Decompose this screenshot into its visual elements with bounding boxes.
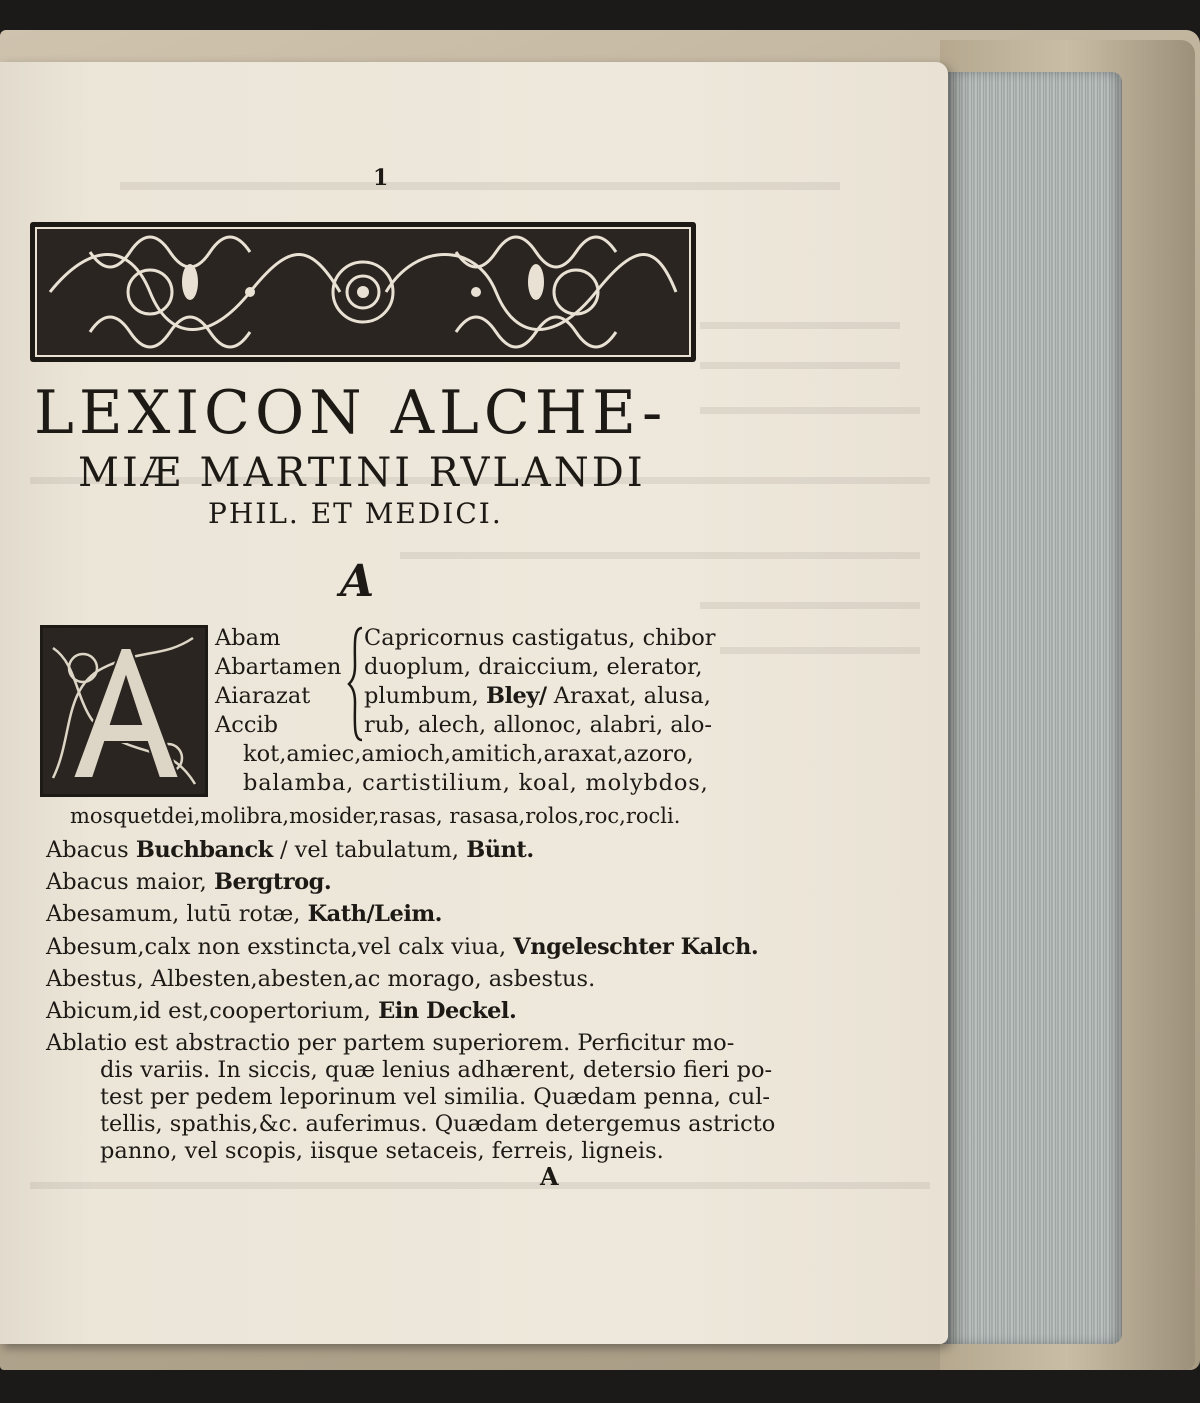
entry-german: Vngeleschter Kalch. xyxy=(513,934,759,960)
entry-latin: Abacus xyxy=(46,837,129,863)
entry-abesamum xyxy=(46,900,442,928)
entry-german: Bergtrog. xyxy=(213,869,332,895)
synonym-continuation-2: balamba, cartistilium, koal, molybdos, xyxy=(243,770,709,796)
synonym-right-3 xyxy=(364,682,711,710)
synonym-right-2: duoplum, draiccium, elerator, xyxy=(364,654,703,680)
ablatio-line-5: panno, vel scopis, iisque setaceis, ferreis, ligneis. xyxy=(100,1138,664,1164)
entry-abacus-maior xyxy=(46,868,331,896)
ornamental-headpiece xyxy=(30,222,696,362)
synonym-continuation-1: kot,amiec,amioch,amitich,araxat,azoro, xyxy=(243,741,694,767)
show-through-line xyxy=(30,1182,930,1189)
signature-mark: A xyxy=(540,1162,559,1191)
synonym-left-3: Aiarazat xyxy=(215,683,311,709)
section-letter: A xyxy=(340,556,375,607)
ablatio-line-3: test per pedem leporinum vel similia. Quædam penna, cul- xyxy=(100,1084,770,1110)
initial-a-ornament xyxy=(43,628,205,794)
show-through-line xyxy=(720,647,920,654)
entry-german: Ein Deckel. xyxy=(378,998,517,1024)
synonym-right-3-rest: Araxat, alusa, xyxy=(553,683,711,709)
entry-abesum xyxy=(46,933,758,961)
synonym-left-4: Accib xyxy=(215,712,279,738)
entry-latin: Abacus maior, xyxy=(46,869,207,895)
synonym-right-3-latin: plumbum, xyxy=(364,683,479,709)
entry-latin: Abestus, Albesten,abesten,ac morago, asbestus. xyxy=(46,966,596,992)
show-through-line xyxy=(120,182,840,190)
entry-latin: Abesum,calx non exstincta,vel calx viua, xyxy=(46,934,507,960)
synonym-continuation-3: mosquetdei,molibra,mosider,rasas, rasasa,rolos,roc,rocli. xyxy=(70,804,681,828)
synonym-right-4: rub, alech, allonoc, alabri, alo- xyxy=(364,712,713,738)
show-through-line xyxy=(700,602,920,609)
entry-abicum xyxy=(46,997,516,1025)
entry-abestus xyxy=(46,965,595,993)
entry-german: Buchbanck xyxy=(135,837,273,863)
entry-abacus xyxy=(46,836,534,864)
entry-rest: / vel tabulatum, xyxy=(279,837,460,863)
synonym-right-3-german: Bley/ xyxy=(485,683,547,709)
ablatio-line-2: dis variis. In siccis, quæ lenius adhærent, detersio fieri po- xyxy=(100,1057,773,1083)
show-through-line xyxy=(700,362,900,369)
title-line-1: LEXICON ALCHE- xyxy=(34,378,668,448)
title-line-3: PHIL. ET MEDICI. xyxy=(208,497,503,530)
ablatio-line-4: tellis, spathis,&c. auferimus. Quædam detergemus astricto xyxy=(100,1111,776,1137)
ablatio-line-1: Ablatio est abstractio per partem superiorem. Perficitur mo- xyxy=(46,1030,735,1056)
show-through-line xyxy=(700,322,900,329)
show-through-line xyxy=(400,552,920,559)
entry-german: Kath/Leim. xyxy=(307,901,443,927)
decorated-initial-a xyxy=(40,625,208,797)
title-line-2: MIÆ MARTINI RVLANDI xyxy=(78,450,646,496)
synonym-left-1: Abam xyxy=(215,625,281,651)
curly-brace xyxy=(347,626,365,742)
synonym-right-1: Capricornus castigatus, chibor xyxy=(364,625,716,651)
page-number: 1 xyxy=(373,165,389,191)
entry-german-2: Bünt. xyxy=(466,837,534,863)
synonym-left-2: Abartamen xyxy=(215,654,342,680)
entry-latin: Abesamum, lutū rotæ, xyxy=(46,901,301,927)
headpiece-ornament xyxy=(30,222,696,362)
show-through-line xyxy=(700,407,920,414)
entry-latin: Abicum,id est,coopertorium, xyxy=(46,998,371,1024)
